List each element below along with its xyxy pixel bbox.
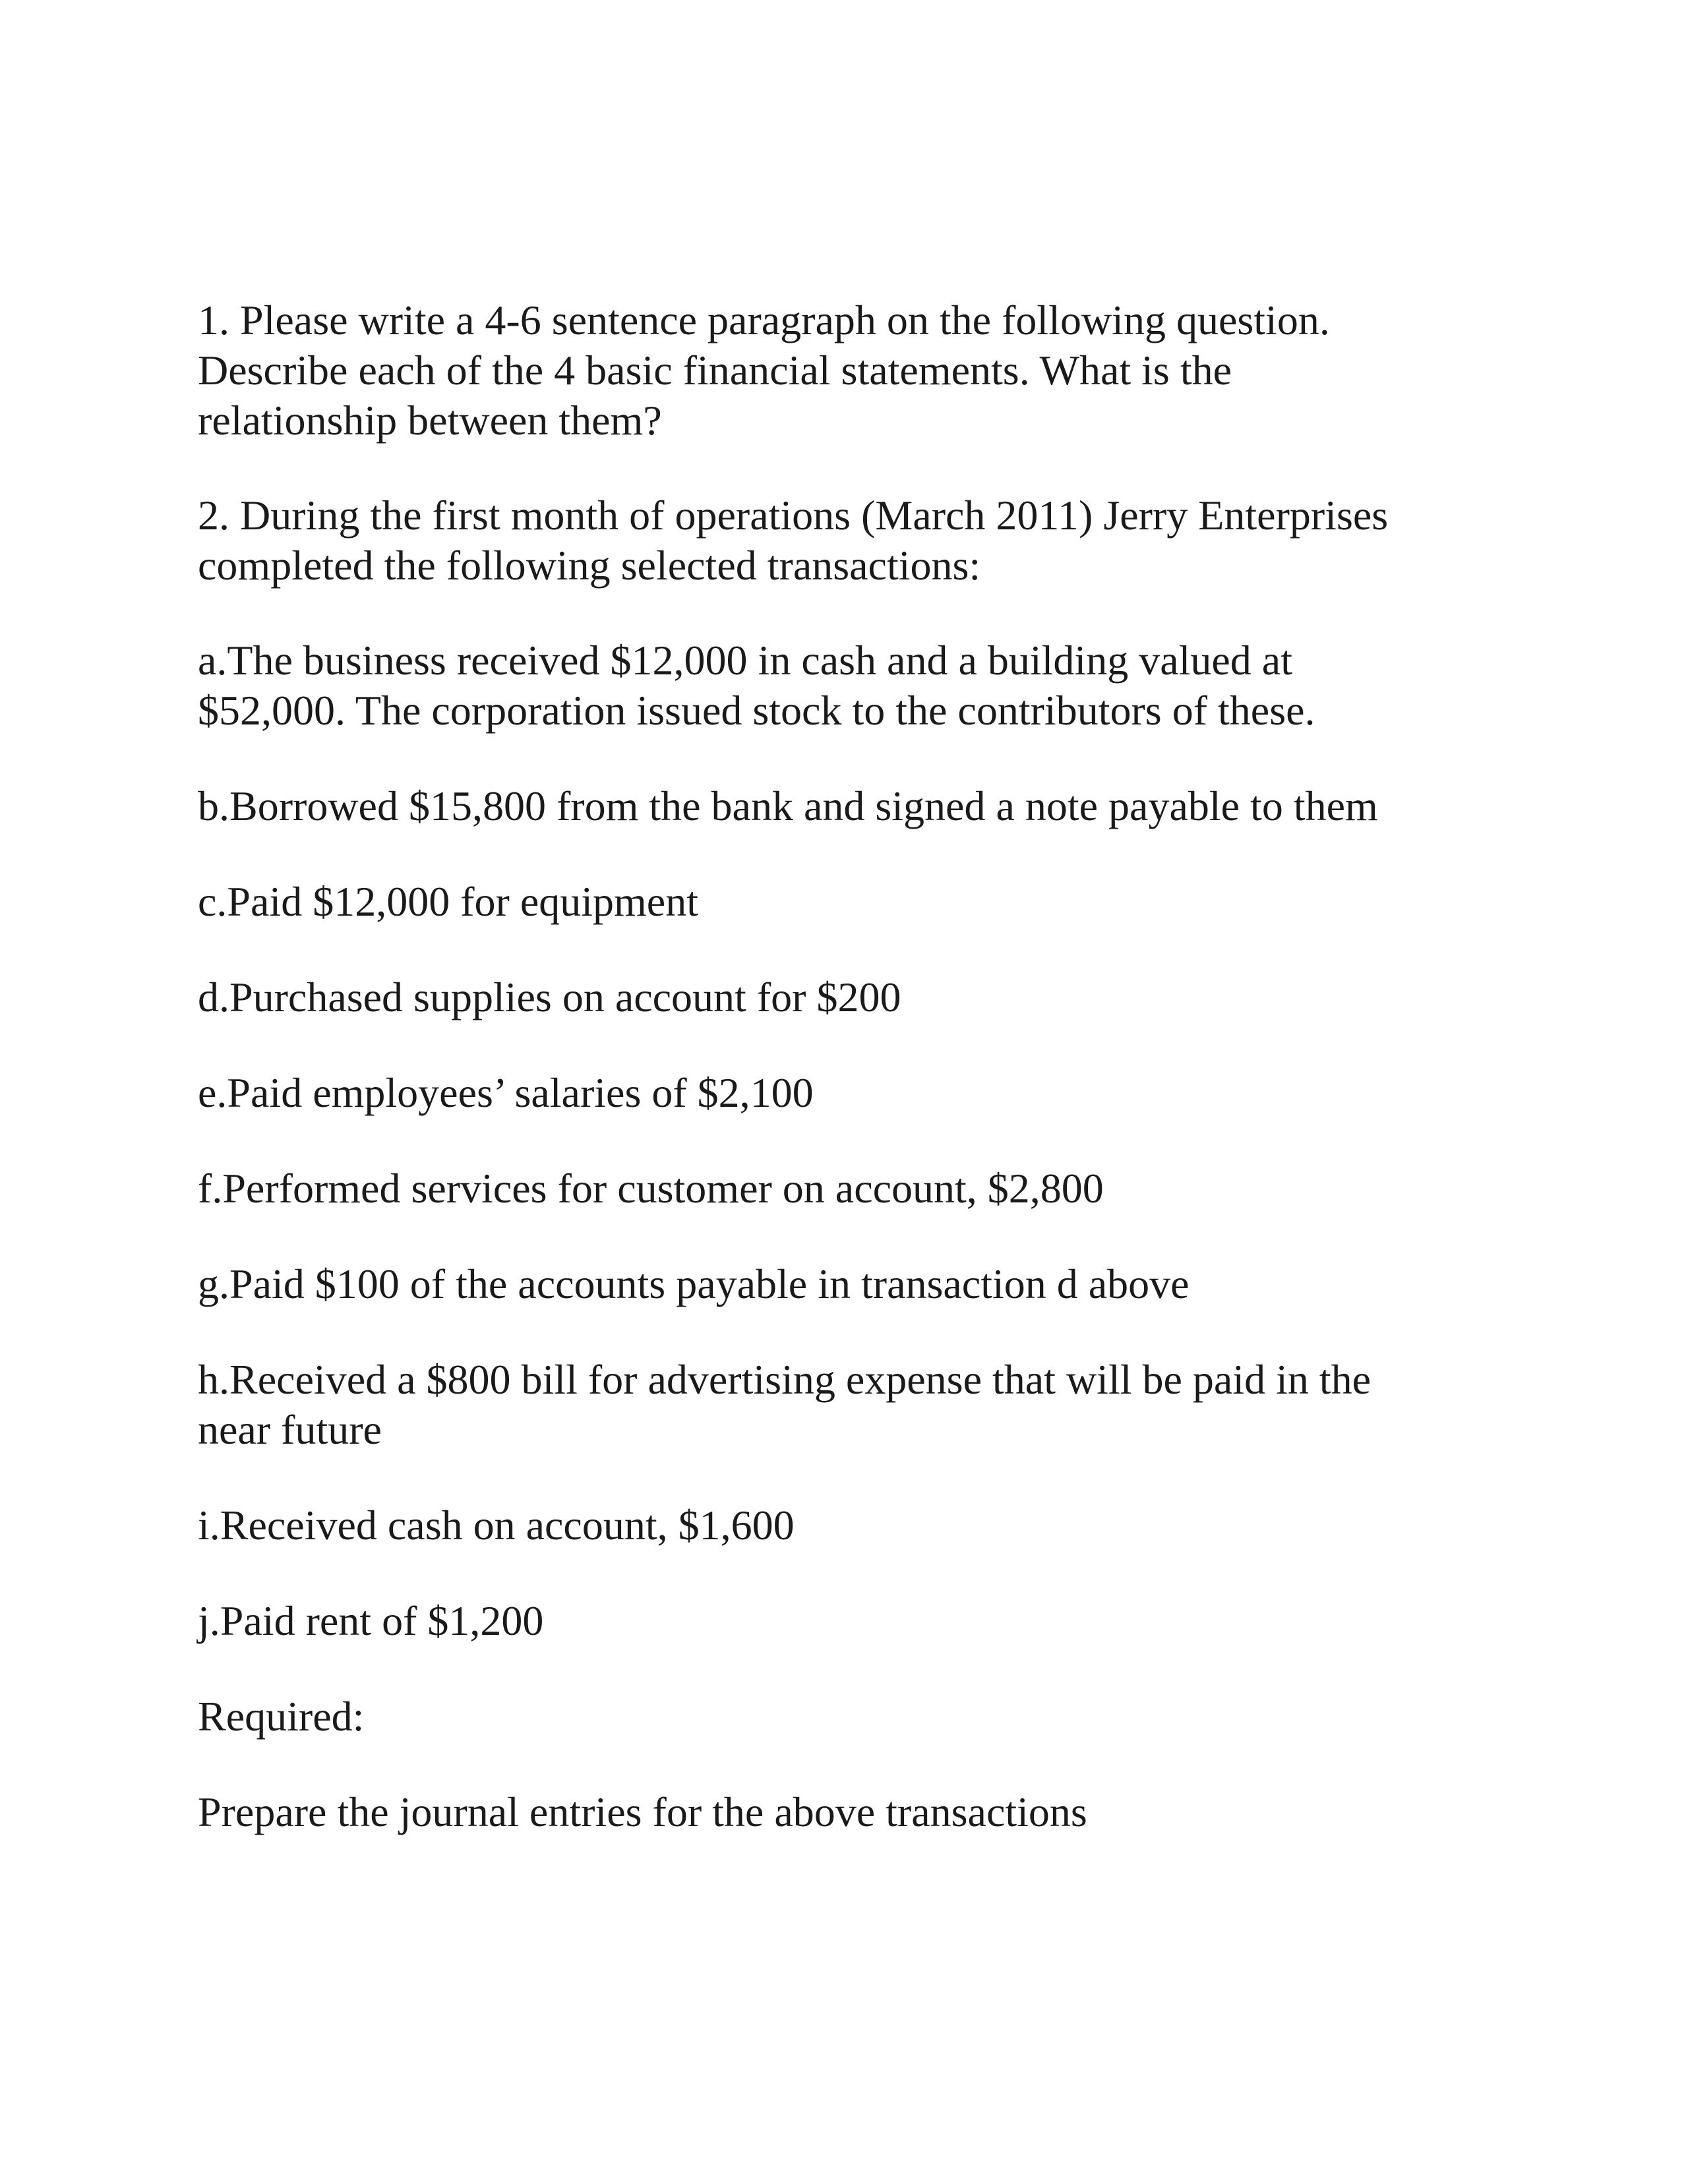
required-heading-text: Required: [198, 1693, 365, 1740]
transaction-d [198, 972, 1517, 1022]
transaction-line: near future [198, 1406, 382, 1453]
transaction-line: c.Paid $12,000 for equipment [198, 878, 698, 925]
transaction-line: d.Purchased supplies on account for $200 [198, 974, 901, 1020]
question-1-line: 1. Please write a 4-6 sentence paragraph on the following question. [198, 297, 1330, 343]
transaction-h [198, 1355, 1517, 1455]
question-2-line: completed the following selected transactions: [198, 542, 981, 589]
transaction-line: b.Borrowed $15,800 from the bank and signed a note payable to them [198, 782, 1378, 829]
transaction-line: $52,000. The corporation issued stock to the contributors of these. [198, 687, 1315, 734]
transaction-line: g.Paid $100 of the accounts payable in transaction d above [198, 1260, 1190, 1307]
transaction-c [198, 877, 1517, 927]
transaction-line: j.Paid rent of $1,200 [198, 1597, 544, 1644]
transaction-line: a.The business received $12,000 in cash and a building valued at [198, 637, 1292, 684]
document-body [198, 295, 1517, 1837]
question-2-line: 2. During the first month of operations (March 2011) Jerry Enterprises [198, 492, 1389, 539]
transaction-a [198, 635, 1517, 736]
required-heading [198, 1692, 1517, 1742]
question-1-line: relationship between them? [198, 397, 662, 444]
transaction-line: e.Paid employees’ salaries of $2,100 [198, 1069, 814, 1116]
transaction-line: i.Received cash on account, $1,600 [198, 1502, 795, 1549]
transaction-i [198, 1500, 1517, 1550]
transaction-f [198, 1164, 1517, 1214]
required-instruction [198, 1787, 1517, 1837]
question-2 [198, 490, 1517, 591]
transaction-line: h.Received a $800 bill for advertising expense that will be paid in the [198, 1356, 1372, 1403]
transaction-j [198, 1596, 1517, 1646]
required-instruction-text: Prepare the journal entries for the above transactions [198, 1788, 1087, 1835]
transaction-line: f.Performed services for customer on account, $2,800 [198, 1165, 1104, 1212]
question-1-line: Describe each of the 4 basic financial statements. What is the [198, 347, 1232, 394]
transaction-b [198, 781, 1517, 831]
transaction-g [198, 1259, 1517, 1309]
transaction-e [198, 1068, 1517, 1118]
question-1 [198, 295, 1517, 446]
